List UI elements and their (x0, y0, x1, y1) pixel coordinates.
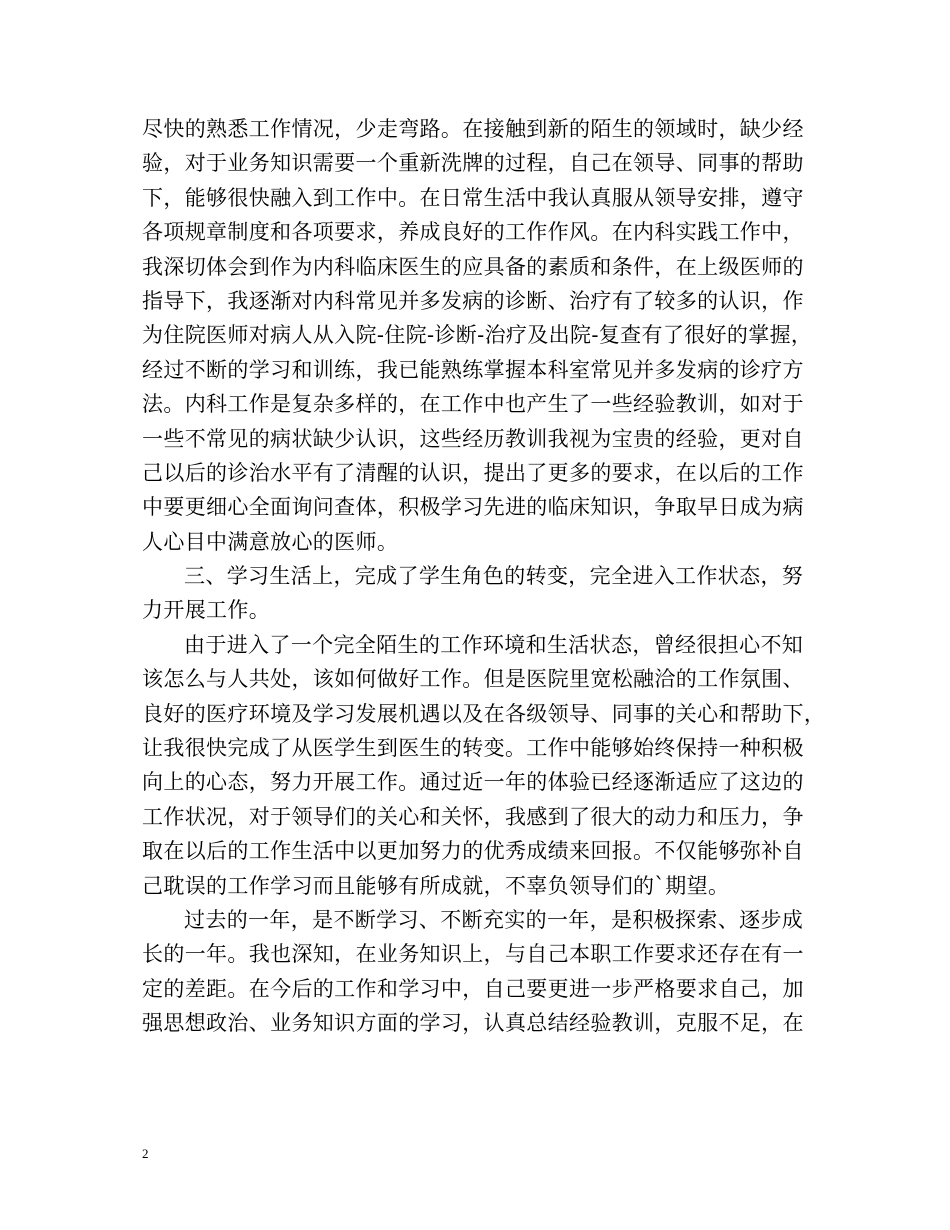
text-line: 己耽误的工作学习而且能够有所成就，不辜负领导们的`期望。 (142, 873, 730, 898)
text-line: 中要更细心全面询问查体，积极学习先进的临床知识，争取早日成为病 (142, 495, 804, 520)
text-line: 让我很快完成了从医学生到医生的转变。工作中能够始终保持一种积极 (142, 736, 804, 761)
text-line: 己以后的诊治水平有了清醒的认识，提出了更多的要求，在以后的工作 (142, 460, 804, 485)
text-line: 良好的医疗环境及学习发展机遇以及在各级领导、同事的关心和帮助下， (142, 701, 826, 726)
text-line: 过去的一年，是不断学习、不断充实的一年，是积极探索、逐步成 (184, 907, 804, 932)
text-line: 强思想政治、业务知识方面的学习，认真总结经验教训，克服不足，在 (142, 1011, 804, 1036)
text-line: 该怎么与人共处，该如何做好工作。但是医院里宽松融洽的工作氛围、 (142, 667, 804, 692)
text-line: 向上的心态，努力开展工作。通过近一年的体验已经逐渐适应了这边的 (142, 770, 804, 795)
text-line: 人心目中满意放心的医师。 (142, 529, 399, 554)
text-line: 由于进入了一个完全陌生的工作环境和生活状态，曾经很担心不知 (184, 632, 804, 657)
text-line: 一些不常见的病状缺少认识，这些经历教训我视为宝贵的经验，更对自 (142, 426, 804, 451)
page-number: 2 (142, 1146, 149, 1161)
text-line: 经过不断的学习和训练，我已能熟练掌握本科室常见并多发病的诊疗方 (142, 357, 804, 382)
text-line: 取在以后的工作生活中以更加努力的优秀成绩来回报。不仅能够弥补自 (142, 839, 804, 864)
text-line: 我深切体会到作为内科临床医生的应具备的素质和条件，在上级医师的 (142, 254, 804, 279)
text-line: 验，对于业务知识需要一个重新洗牌的过程，自己在领导、同事的帮助 (142, 151, 804, 176)
text-line: 力开展工作。 (142, 598, 271, 623)
text-line: 定的差距。在今后的工作和学习中，自己要更进一步严格要求自己，加 (142, 976, 804, 1001)
text-line: 法。内科工作是复杂多样的，在工作中也产生了一些经验教训，如对于 (142, 392, 804, 417)
text-line: 下，能够很快融入到工作中。在日常生活中我认真服从领导安排，遵守 (142, 185, 804, 210)
text-line: 工作状况，对于领导们的关心和关怀，我感到了很大的动力和压力，争 (142, 804, 804, 829)
text-line: 为住院医师对病人从入院-住院-诊断-治疗及出院-复查有了很好的掌握， (142, 323, 813, 348)
text-line: 尽快的熟悉工作情况，少走弯路。在接触到新的陌生的领域时，缺少经 (142, 117, 804, 141)
text-line: 长的一年。我也深知，在业务知识上，与自己本职工作要求还存在有一 (142, 942, 804, 967)
text-line: 各项规章制度和各项要求，养成良好的工作作风。在内科实践工作中， (142, 220, 804, 245)
body-text (142, 112, 826, 1041)
text-line: 指导下，我逐渐对内科常见并多发病的诊断、治疗有了较多的认识，作 (142, 288, 804, 313)
text-line: 三、学习生活上，完成了学生角色的转变，完全进入工作状态，努 (184, 564, 804, 589)
